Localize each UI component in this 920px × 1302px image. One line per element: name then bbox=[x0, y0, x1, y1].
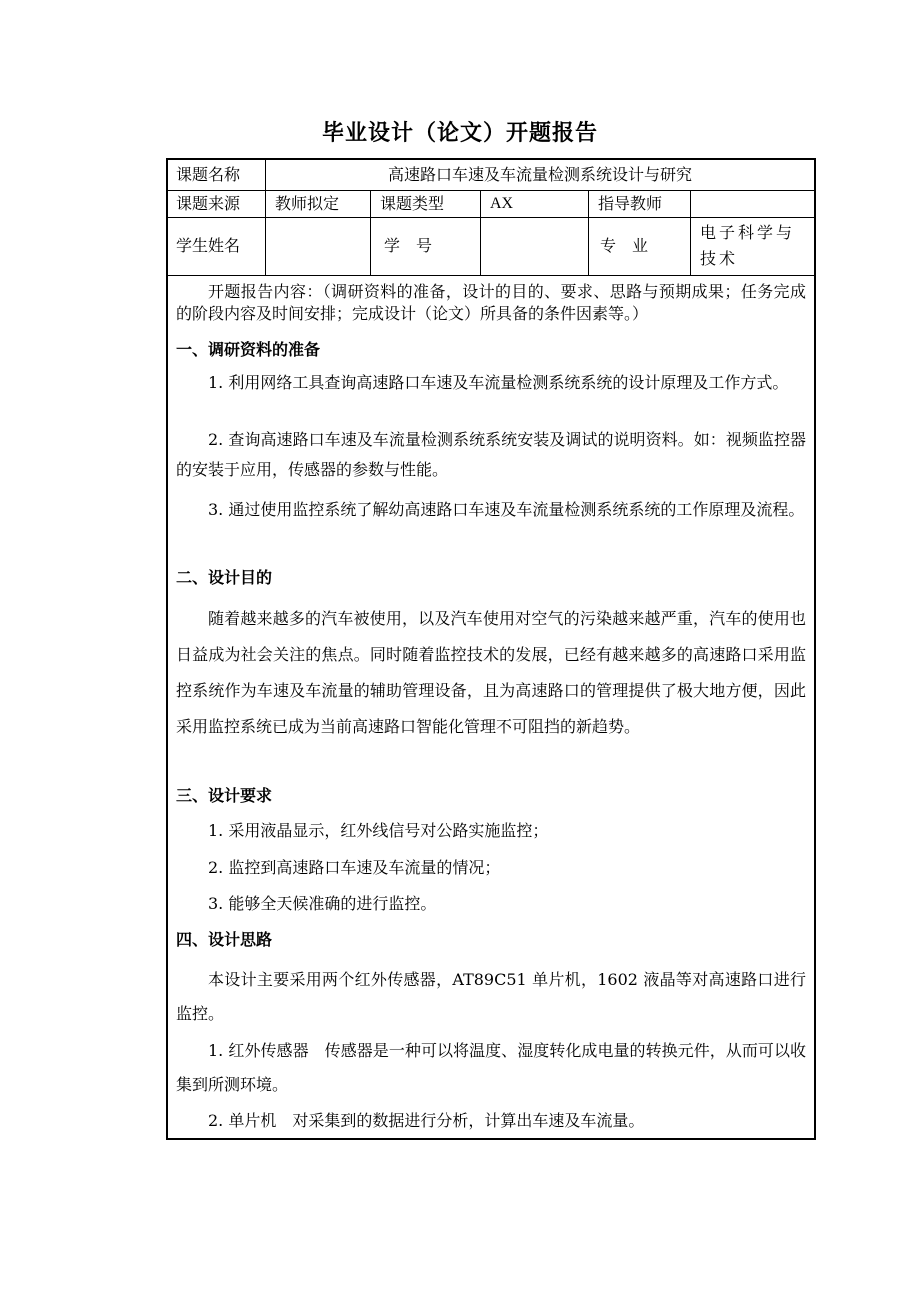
student-value bbox=[275, 217, 369, 275]
major-value: 电子科学与技术 bbox=[700, 223, 796, 268]
col-divider bbox=[588, 190, 589, 275]
source-value: 教师拟定 bbox=[275, 193, 340, 213]
section-heading: 四、设计思路 bbox=[176, 930, 273, 949]
paragraph: 1. 利用网络工具查询高速路口车速及车流量检测系统系统的设计原理及工作方式。 bbox=[208, 373, 789, 392]
student-label: 学生姓名 bbox=[176, 236, 241, 255]
advisor-value bbox=[700, 190, 810, 217]
id-value bbox=[490, 217, 586, 275]
advisor-label: 指导教师 bbox=[598, 193, 663, 213]
id-label: 学 号 bbox=[384, 236, 433, 255]
major-label: 专 业 bbox=[600, 236, 649, 255]
topic-value: 高速路口车速及车流量检测系统设计与研究 bbox=[387, 165, 692, 184]
paragraph: 1. 红外传感器 传感器是一种可以将温度、湿度转化成电量的转换元件，从而可以收集到所测环境。 bbox=[176, 1041, 806, 1094]
col-divider bbox=[480, 190, 481, 275]
source-label: 课题来源 bbox=[176, 193, 241, 213]
paragraph: 3. 能够全天候准确的进行监控。 bbox=[208, 894, 437, 913]
row-divider bbox=[166, 275, 816, 276]
paragraph: 2. 单片机 对采集到的数据进行分析，计算出车速及车流量。 bbox=[208, 1111, 645, 1130]
section-heading: 一、调研资料的准备 bbox=[176, 340, 321, 359]
section-heading: 三、设计要求 bbox=[176, 786, 273, 805]
paragraph: 1. 采用液晶显示，红外线信号对公路实施监控； bbox=[208, 821, 549, 840]
paragraph: 2. 监控到高速路口车速及车流量的情况； bbox=[208, 858, 501, 877]
paragraph: 2. 查询高速路口车速及车流量检测系统系统安装及调试的说明资料。如：视频监控器的安装于应用，传感器的参数与性能。 bbox=[176, 430, 806, 479]
col-divider bbox=[370, 190, 371, 275]
paragraph: 本设计主要采用两个红外传感器，AT89C51 单片机，1602 液晶等对高速路口进行监控。 bbox=[176, 970, 806, 1023]
paragraph: 随着越来越多的汽车被使用，以及汽车使用对空气的污染越来越严重，汽车的使用也日益成为社会关注的焦点。同时随着监控技术的发展，已经有越来越多的高速路口采用监控系统作为车速及车流量的辅助管理设备，且为高速路口的管理提供了极大地方便，因此采用监控系统已成为当前高速路口智能化管理不可阻挡的新趋势。 bbox=[176, 609, 806, 736]
intro-paragraph: 开题报告内容：（调研资料的准备，设计的目的、要求、思路与预期成果；任务完成的阶段内容及时间安排；完成设计（论文）所具备的条件因素等。） bbox=[176, 282, 806, 323]
paragraph: 3. 通过使用监控系统了解幼高速路口车速及车流量检测系统系统的工作原理及流程。 bbox=[208, 500, 805, 519]
topic-label: 课题名称 bbox=[176, 165, 241, 184]
page-title: 毕业设计（论文）开题报告 bbox=[321, 121, 598, 146]
col-divider bbox=[690, 190, 691, 275]
section-heading: 二、设计目的 bbox=[176, 568, 273, 587]
type-value: AX bbox=[490, 194, 514, 212]
type-label: 课题类型 bbox=[380, 193, 445, 213]
